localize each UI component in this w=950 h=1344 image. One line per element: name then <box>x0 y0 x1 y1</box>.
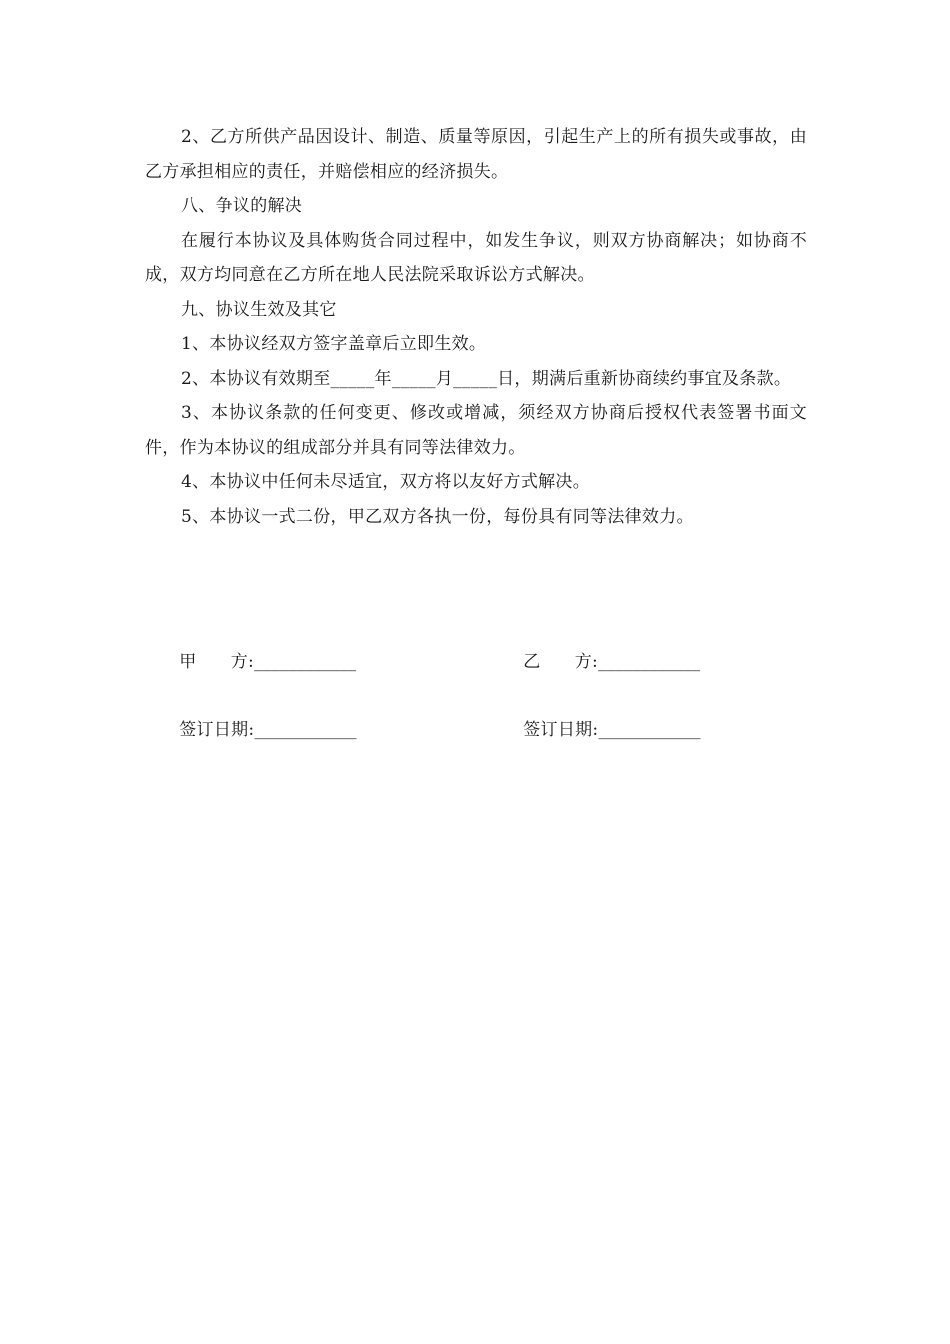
clause-2-product-liability: 2、乙方所供产品因设计、制造、质量等原因，引起生产上的所有损失或事故，由乙方承担相应的责任，并赔偿相应的经济损失。 <box>145 127 807 182</box>
clause-unresolved-4: 4、本协议中任何未尽适宜，双方将以友好方式解决。 <box>181 472 591 492</box>
party-b-date <box>489 685 700 775</box>
clause-amendment-3: 3、本协议条款的任何变更、修改或增减，须经双方协商后授权代表签署书面文件，作为本协议的组成部分并具有同等法律效力。 <box>145 403 807 458</box>
party-a-date <box>145 685 356 775</box>
clause-copies-5: 5、本协议一式二份，甲乙双方各执一份，每份具有同等法律效力。 <box>181 506 694 527</box>
contract-body <box>145 120 807 534</box>
party-a-date-label: 签订日期: <box>179 720 255 740</box>
clause-dispute-resolution: 在履行本协议及具体购货合同过程中，如发生争议，则双方协商解决；如协商不成，双方均同意在乙方所在地人民法院采取诉讼方式解决。 <box>145 230 807 285</box>
signature-date-row <box>145 685 845 805</box>
party-b-date-label: 签订日期: <box>523 720 599 740</box>
party-b-label: 乙 方: <box>523 652 599 672</box>
clause-validity-2: 2、本协议有效期至_____年_____月_____日，期满后重新协商续约事宜及条款。 <box>181 368 792 389</box>
party-b-date-blank[interactable]: ____________ <box>598 720 701 740</box>
party-a-date-blank[interactable]: ____________ <box>254 720 357 740</box>
party-b-blank[interactable]: ____________ <box>598 652 701 672</box>
party-a-blank[interactable]: ____________ <box>254 652 357 672</box>
clause-effective-1: 1、本协议经双方签字盖章后立即生效。 <box>181 334 487 354</box>
party-a-label: 甲 方: <box>179 652 255 672</box>
heading-dispute-resolution: 八、争议的解决 <box>181 196 303 216</box>
heading-effectiveness: 九、协议生效及其它 <box>181 299 337 320</box>
